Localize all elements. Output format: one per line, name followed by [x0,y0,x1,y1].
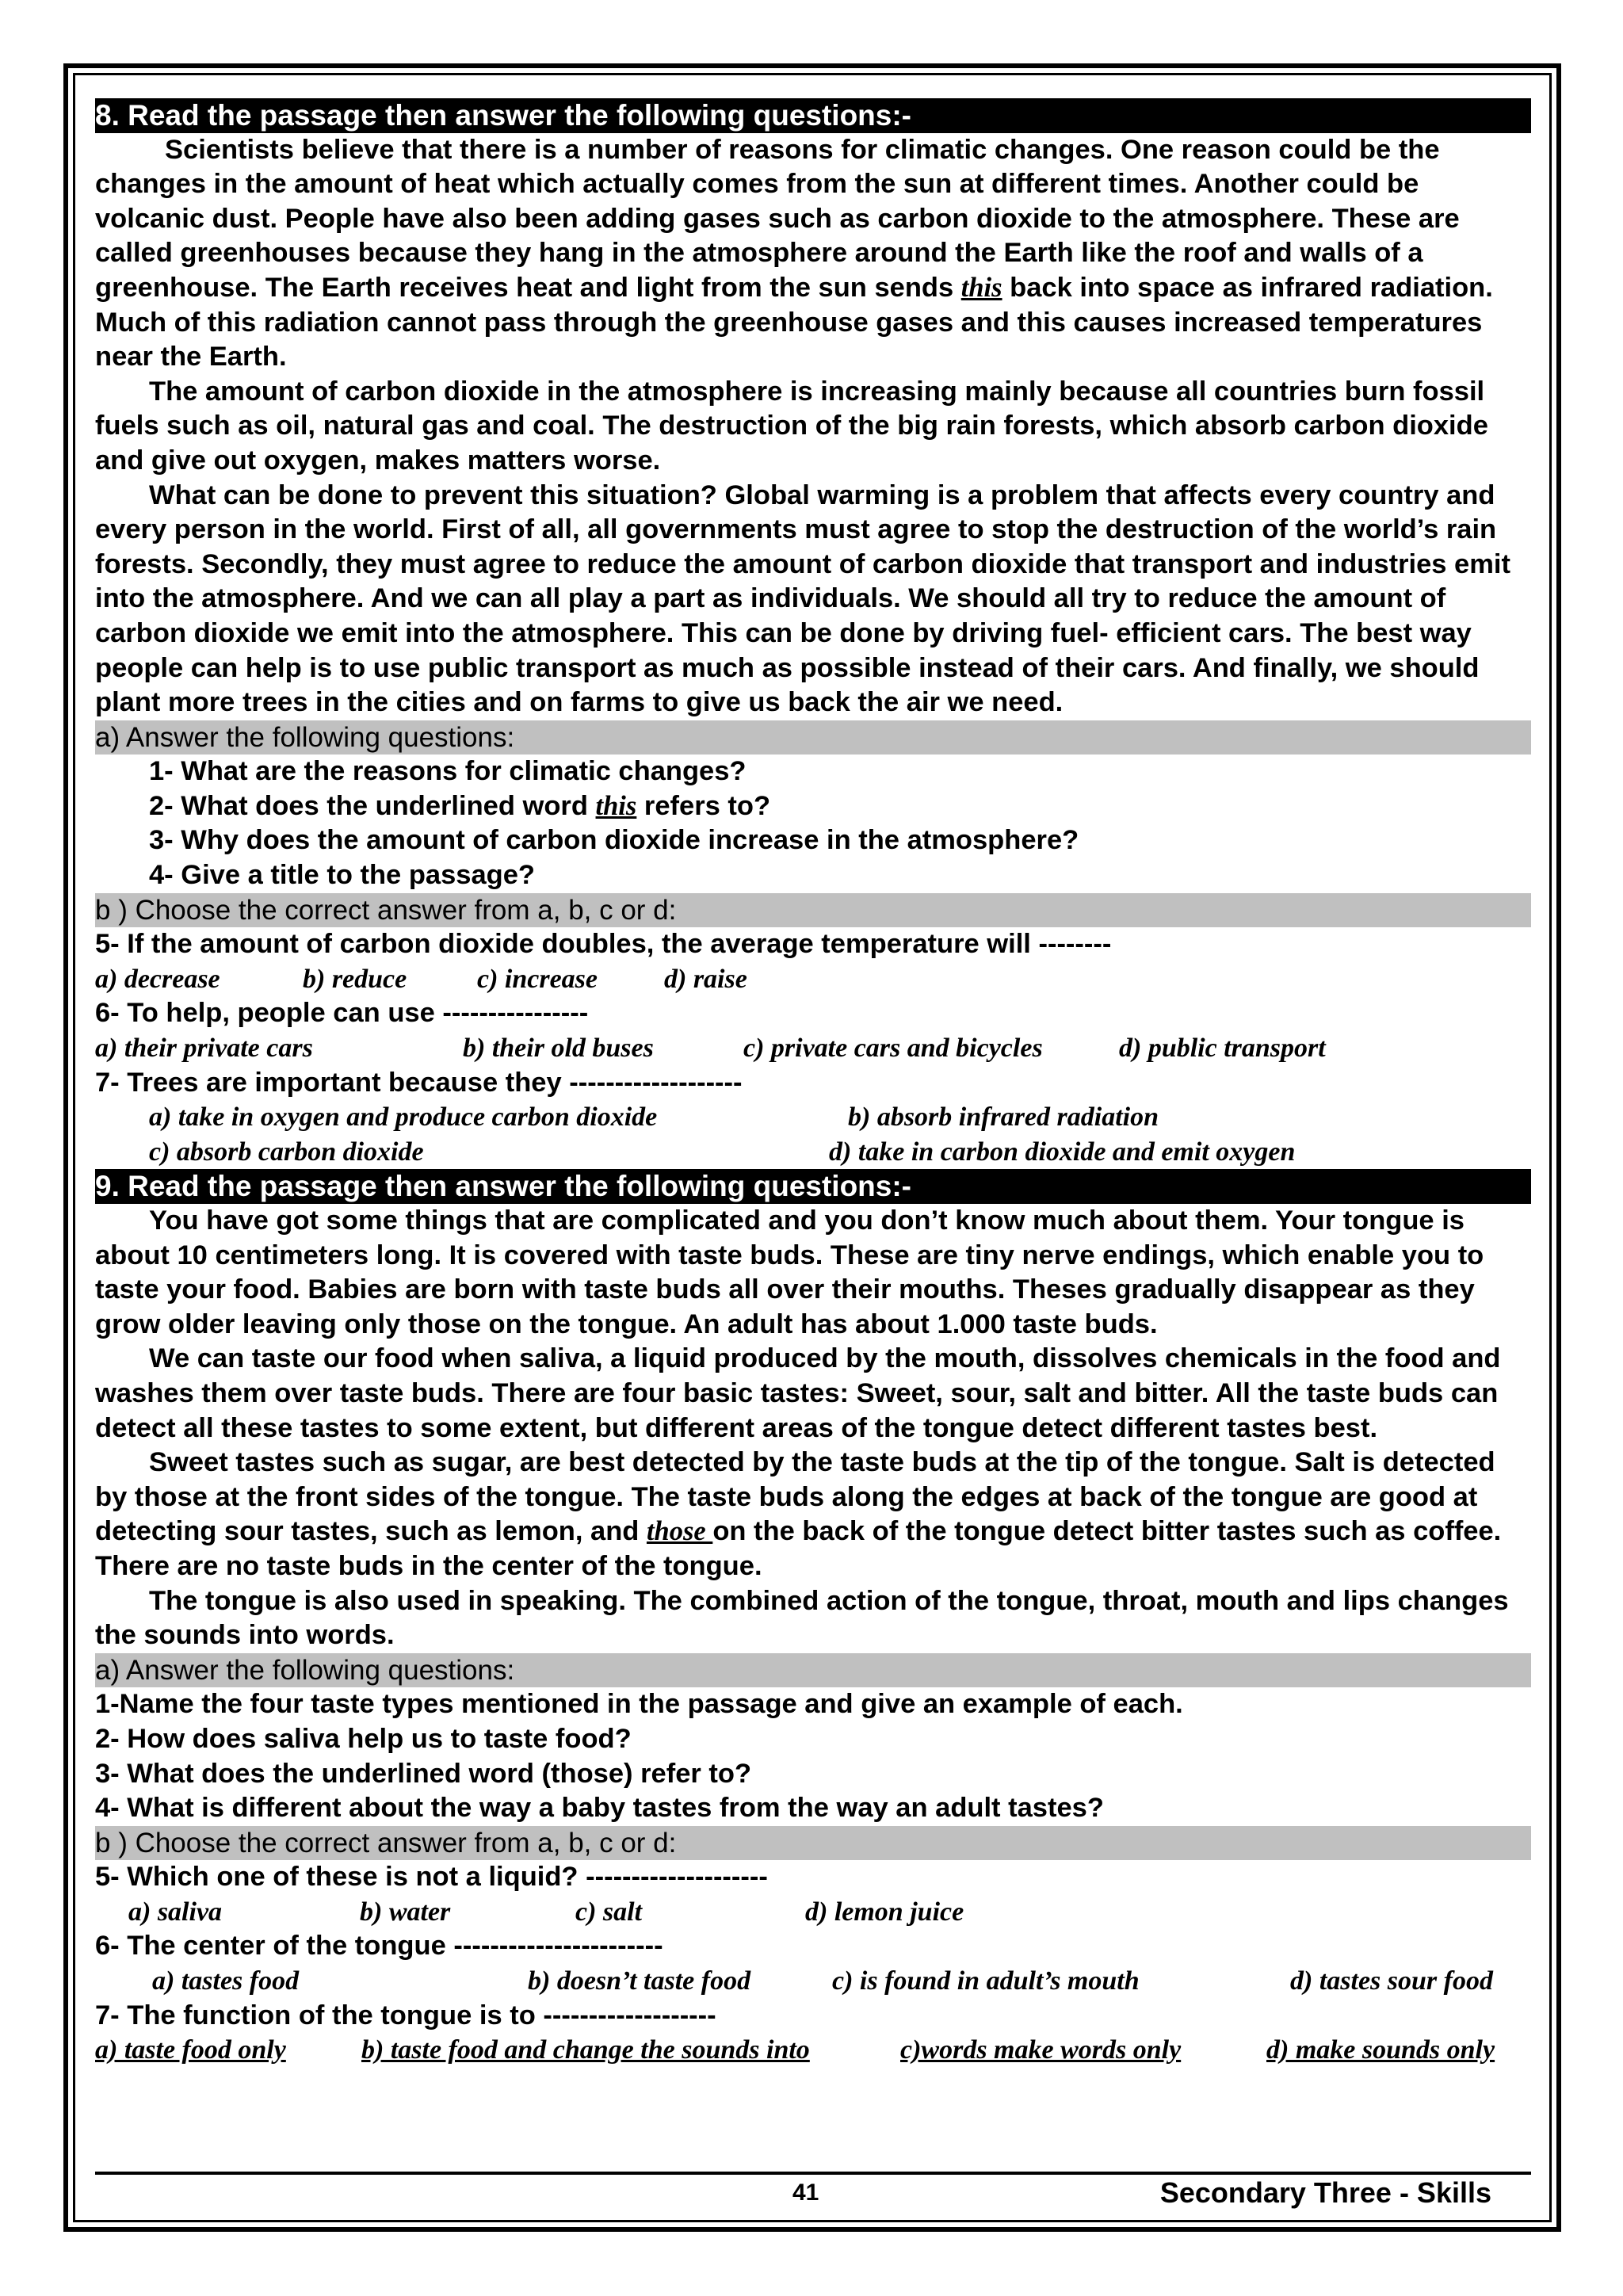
section-8-paragraph-3: What can be done to prevent this situation? Global warming is a problem that affects every country and every person in the world. First of all, all governments must agree to stop the destruction of the world’s rain forests. Secondly, they must agree to reduce the amount of carbon dioxide that transport and industries emit into the atmosphere. And we can all play a part as individuals. We should all try to reduce the amount of carbon dioxide we emit into the atmosphere. This can be done by driving fuel- efficient cars. The best way people can help is to use public transport as much as possible instead of their cars. And finally, we should plant more trees in the cities and on farms to give us back the air we need. [95,479,1510,718]
section-9-question-6: 6- The center of the tongue ----------------------- [95,1931,663,1962]
option: b) reduce [303,964,407,994]
option: c) private cars and bicycles [743,1033,1043,1064]
option: b) taste food and change the sounds into [361,2035,810,2065]
section-9-question-6-options [95,1964,1531,1999]
section-9-paragraph-2: We can taste our food when saliva, a liquid produced by the mouth, dissolves chemicals in the food and washes them over taste buds. There are four basic tastes: Sweet, sour, salt and bitter. All the taste buds can detect all these tastes to some extent, but different areas of the tongue detect different tastes best. [95,1343,1501,1443]
section-8-answer-heading: a) Answer the following questions: [95,720,1531,755]
section-8-question-7: 7- Trees are important because they ------------------- [95,1067,743,1098]
option: c) is found in adult’s mouth [832,1966,1140,1996]
section-8-question-6: 6- To help, people can use ---------------- [95,998,589,1029]
section-8-question-4: 4- Give a title to the passage? [149,860,535,891]
section-8-question-7-options-row-1 [95,1100,1531,1135]
section-8-question-3: 3- Why does the amount of carbon dioxide increase in the atmosphere? [149,825,1079,856]
option: a) saliva [128,1897,223,1927]
section-9-question-1: 1-Name the four taste types mentioned in the passage and give an example of each. [95,1689,1183,1720]
section-9-question-7-options [95,2033,1531,2068]
section-9-question-5: 5- Which one of these is not a liquid? -------------------- [95,1862,768,1893]
section-9-question-3: 3- What does the underlined word (those) refer to? [95,1758,752,1789]
section-9-paragraph-4: The tongue is also used in speaking. The combined action of the tongue, throat, mouth and lips changes the sounds into words. [95,1585,1509,1651]
footer-title: Secondary Three - Skills [1159,2176,1491,2209]
section-9-question-7: 7- The function of the tongue is to ------------------- [95,2000,716,2030]
section-9-answer-heading: a) Answer the following questions: [95,1653,1531,1688]
section-8-question-7-options-row-2 [95,1135,1531,1170]
option: b) water [360,1897,451,1927]
option: a) their private cars [95,1033,313,1064]
option: c)words make words only [900,2035,1182,2065]
section-8-question-2: 2- What does the underlined word this refers to? [149,790,771,821]
option: b) their old buses [463,1033,654,1064]
option: a) taste food only [95,2035,286,2065]
underlined-word-this: this [960,272,1002,303]
option: a) decrease [95,964,220,994]
section-9-paragraph-1: You have got some things that are complicated and you don’t know much about them. Your tongue is about 10 centimeters long. It is covered with taste buds. These are tiny nerve endings, which enable you to taste your food. Babies are born with taste buds all over their mouths. Theses gradually disappear as they grow older leaving only those on the tongue. An adult has about 1.000 taste buds. [95,1205,1484,1339]
page-footer [95,2172,1531,2214]
option: d) lemon juice [805,1897,964,1927]
section-9-question-4: 4- What is different about the way a baby tastes from the way an adult tastes? [95,1793,1104,1824]
section-8-choose-heading: b ) Choose the correct answer from a, b, c or d: [95,893,1531,928]
worksheet-content [95,98,1531,2068]
section-8-question-5: 5- If the amount of carbon dioxide doubles, the average temperature will -------- [95,929,1112,960]
option: b) absorb infrared radiation [848,1102,1159,1133]
section-8-paragraph-1: Scientists believe that there is a number of reasons for climatic changes. One reason could be the changes in the amount of heat which actually comes from the sun at different times. Another could be volcanic dust. People have also been adding gases such as carbon dioxide to the atmosphere. These are called greenhouses because they hang in the atmosphere around the Earth like the roof and walls of a greenhouse. The Earth receives heat and light from the sun sends this back into space as infrared radiation. Much of this radiation cannot pass through the greenhouse gases and this causes increased temperatures near the Earth. [95,134,1493,372]
option: a) take in oxygen and produce carbon dioxide [149,1102,658,1133]
section-9-heading: 9. Read the passage then answer the following questions:- [95,1169,1531,1204]
underlined-word-those: those [646,1516,713,1547]
option: d) raise [664,964,747,994]
section-8-heading: 8. Read the passage then answer the following questions:- [95,98,1531,133]
section-8-question-1: 1- What are the reasons for climatic changes? [149,756,747,787]
option: c) salt [575,1897,643,1927]
section-8-paragraph-2: The amount of carbon dioxide in the atmosphere is increasing mainly because all countries burn fossil fuels such as oil, natural gas and coal. The destruction of the big rain forests, which absorb carbon dioxide and give out oxygen, makes matters worse. [95,376,1488,476]
option: d) tastes sour food [1290,1966,1493,1996]
section-9-paragraph-3: Sweet tastes such as sugar, are best detected by the taste buds at the tip of the tongue. Salt is detected by those at the front sides of the tongue. The taste buds along the edges at back of the tongue are good at detecting sour tastes, such as lemon, and those on the back of the tongue detect bitter tastes such as coffee. There are no taste buds in the center of the tongue. [95,1447,1502,1581]
option: d) take in carbon dioxide and emit oxygen [829,1137,1296,1167]
option: a) tastes food [152,1966,300,1996]
page-number: 41 [792,2179,819,2206]
section-8-question-5-options [95,962,1531,997]
section-9-question-2: 2- How does saliva help us to taste food? [95,1723,632,1754]
section-9-question-5-options [95,1895,1531,1930]
option: c) increase [477,964,598,994]
option: d) make sounds only [1266,2035,1495,2065]
section-8-question-6-options [95,1031,1531,1066]
option: d) public transport [1119,1033,1326,1064]
option: c) absorb carbon dioxide [149,1137,424,1167]
option: b) doesn’t taste food [528,1966,751,1996]
section-9-choose-heading: b ) Choose the correct answer from a, b, c or d: [95,1826,1531,1861]
